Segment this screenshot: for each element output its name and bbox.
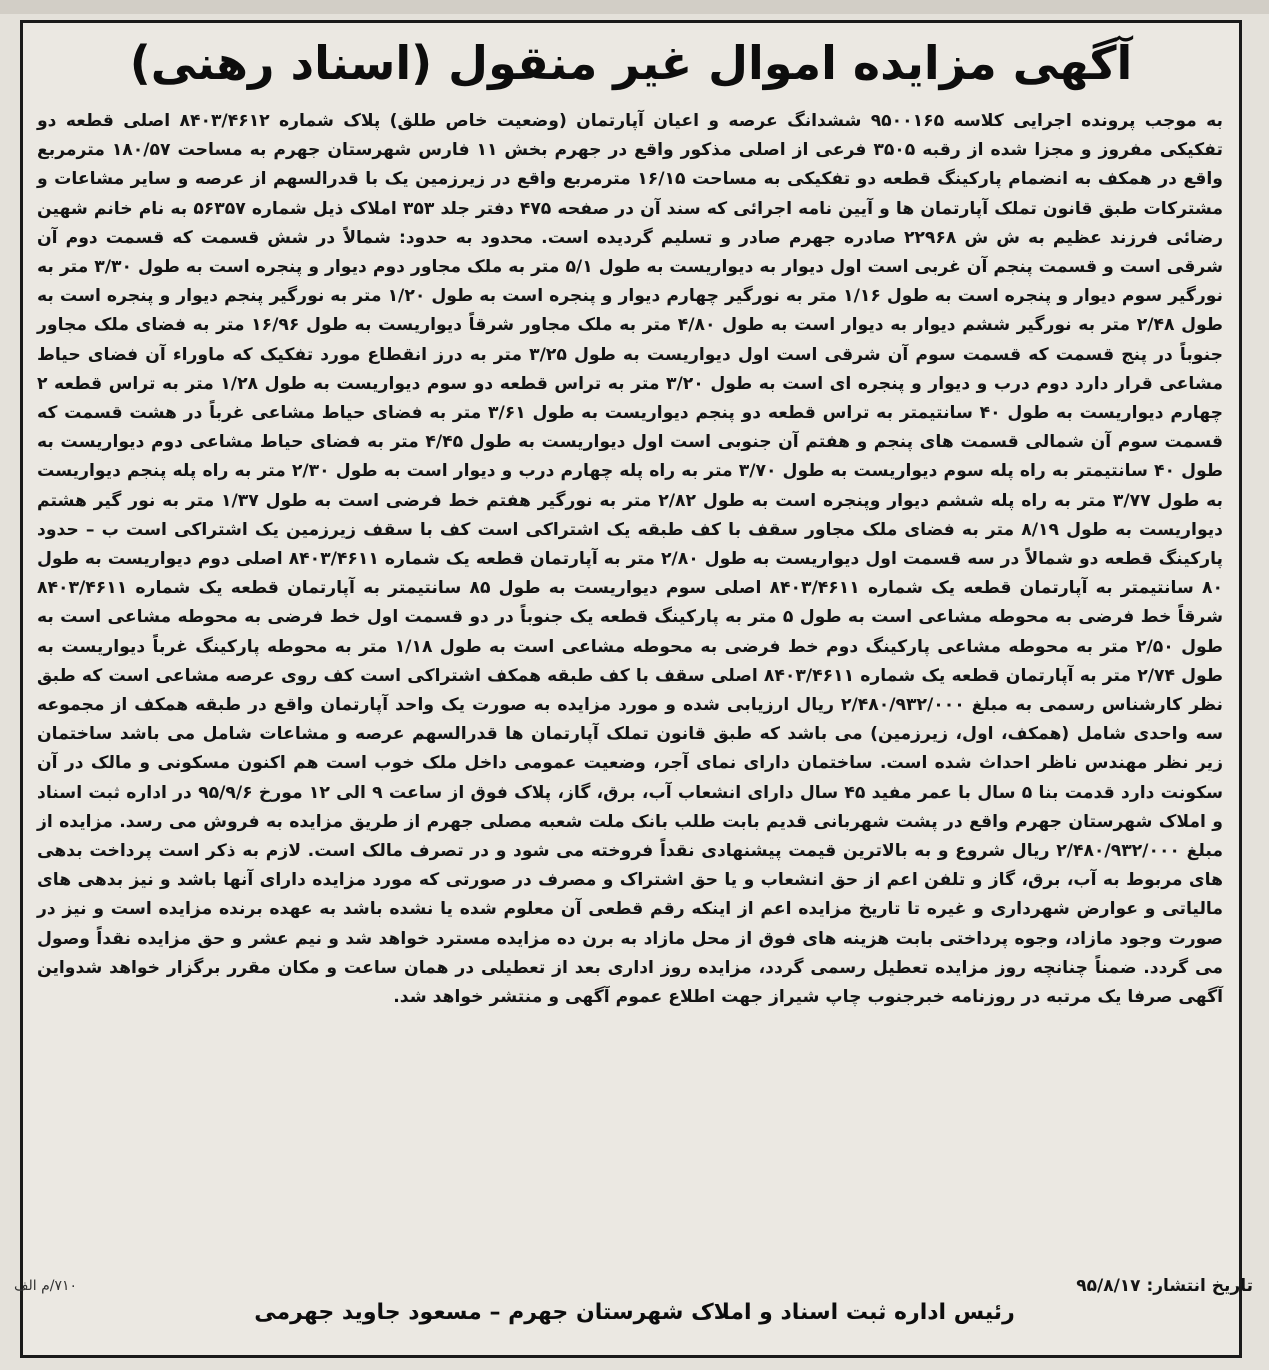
notice-body: به موجب پرونده اجرایی کلاسه ۹۵۰۰۱۶۵ ششدانگ عرصه و اعیان آپارتمان (وضعیت خاص طلق) پلاک شماره ۸۴۰۳/۴۶۱۲ اصلی قطعه دو تفکیکی مفروز و مجزا شده از رقبه ۳۵۰۵ فرعی از اصلی مذکور واقع در جهرم بخش ۱۱ فارس شهرستان جهرم به مساحت ۱۸۰/۵۷ مترمربع واقع در همکف به انضمام پارکینگ قطعه دو تفکیکی به مساحت ۱۶/۱۵ مترمربع واقع در زیرزمین یک با قدرالسهم از عرصه و سایر مشاعات و مشترکات طبق قانون تملک آپارتمان ها و آیین نامه اجرائی که سند آن در صفحه ۴۷۵ دفتر جلد ۳۵۳ املاک ذیل شماره ۵۶۳۵۷ به نام خانم شهین رضائی فرزند عظیم به ش ش ۲۲۹۶۸ صادره جهرم صادر و تسلیم گردیده است. محدود به حدود: شمالاً در شش قسمت که قسمت دوم آن شرقی است و قسمت پنجم آن غربی است اول دیوار به دیواریست به طول ۵/۱ متر به ملک مجاور دوم دیوار و پنجره است به طول ۳/۳۰ متر به نورگیر سوم دیوار و پنجره است به طول ۱/۱۶ متر به نورگیر چهارم دیوار و پنجره است به طول ۱/۲۰ متر به نورگیر پنجم دیوار و پنجره است به طول ۲/۴۸ متر به نورگیر ششم دیوار به دیوار است به طول ۴/۸۰ متر به ملک مجاور شرقاً دیواریست به طول ۱۶/۹۶ متر به فضای ملک مجاور جنوباً در پنج قسمت که قسمت سوم آن شرقی است اول دیواریست به طول ۳/۲۵ متر به درز انقطاع مورد تفکیک که ماوراء آن فضای حیاط مشاعی قرار دارد دوم درب و دیوار و پنجره ای است به طول ۳/۲۰ متر به تراس قطعه دو سوم دیواریست به طول ۱/۲۸ متر به تراس قطعه ۲ چهارم دیواریست به طول ۴۰ سانتیمتر به تراس قطعه دو پنجم دیواریست به طول ۳/۶۱ متر به فضای حیاط مشاعی غرباً در هشت قسمت که قسمت سوم آن شمالی قسمت های پنجم و هفتم آن جنوبی است اول دیواریست به طول ۴/۴۵ متر به فضای حیاط مشاعی دوم دیواریست به طول ۴۰ سانتیمتر به راه پله سوم دیواریست به طول ۳/۷۰ متر به راه پله چهارم درب و دیوار است به طول ۲/۳۰ متر به راه پله پنجم دیواریست به طول ۳/۷۷ متر به راه پله ششم دیوار وپنجره است به طول ۲/۸۲ متر به نورگیر هفتم خط فرضی است به طول ۱/۳۷ متر به نور گیر هشتم دیواریست به طول ۸/۱۹ متر به فضای ملک مجاور سقف با کف طبقه یک اشتراکی است کف با سقف زیرزمین یک اشتراکی است ب – حدود پارکینگ قطعه دو شمالاً در سه قسمت اول دیواریست به طول ۲/۸۰ متر به آپارتمان قطعه یک شماره ۸۴۰۳/۴۶۱۱ اصلی دوم دیواریست به طول ۸۰ سانتیمتر به آپارتمان قطعه یک شماره ۸۴۰۳/۴۶۱۱ اصلی سوم دیواریست به طول ۸۵ سانتیمتر به آپارتمان قطعه یک شماره ۸۴۰۳/۴۶۱۱ شرقاً خط فرضی به محوطه مشاعی است به طول ۵ متر به پارکینگ قطعه یک جنوباً در دو قسمت اول خط فرضی به محوطه مشاعی است به طول ۲/۵۰ متر به محوطه مشاعی پارکینگ دوم خط فرضی به محوطه مشاعی است به طول ۱/۱۸ متر به محوطه پارکینگ غرباً دیواریست به طول ۲/۷۴ متر به آپارتمان قطعه یک شماره ۸۴۰۳/۴۶۱۱ اصلی سقف با کف طبقه همکف اشتراکی است کف روی عرصه مشاعی است که طبق نظر کارشناس رسمی به مبلغ ۲/۴۸۰/۹۳۲/۰۰۰ ریال ارزیابی شده و مورد مزایده به صورت یک واحد آپارتمان واقع در طبقه همکف از مجموعه سه واحدی شامل (همکف، اول، زیرزمین) می باشد که طبق قانون تملک آپارتمان ها قدرالسهم عرصه و مشاعات شامل می باشد ساختمان زیر نظر مهندس ناظر احداث شده است. ساختمان دارای نمای آجر، وضعیت عمومی داخل ملک خوب است هم اکنون مسکونی و مالک در آن سکونت دارد قدمت بنا ۵ سال با عمر مفید ۴۵ سال دارای انشعاب آب، برق، گاز، پلاک فوق از ساعت ۹ الی ۱۲ مورخ ۹۵/۹/۶ در اداره ثبت اسناد و املاک شهرستان جهرم واقع در پشت شهربانی قدیم بابت طلب بانک ملت شعبه مصلی جهرم از طریق مزایده به فروش می رسد. مزایده از مبلغ ۲/۴۸۰/۹۳۲/۰۰۰ ریال شروع و به بالاترین قیمت پیشنهادی نقداً فروخته می شود و در تصرف مالک است. لازم به ذکر است پرداخت بدهی های مربوط به آب، برق، گاز و تلفن اعم از حق انشعاب و یا حق اشتراک و مصرف در صورتی که مورد مزایده دارای آنها باشد و نیز بدهی های مالیاتی و عوارض شهرداری و غیره تا تاریخ مزایده اعم از اینکه رقم قطعی آن معلوم شده یا نشده باشد به عهده برنده مزایده است و نیز در صورت وجود مازاد، وجوه پرداختی بابت هزینه های فوق از محل مازاد به برن ده مزایده مسترد خواهد شد و نیم عشر و حق مزایده نقداً وصول می گردد. ضمناً چنانچه روز مزایده تعطیل رسمی گردد، مزایده روز اداری بعد از تعطیلی در همان ساعت و مکان مقرر برگزار خواهد شدواین آگهی صرفا یک مرتبه در روزنامه خبرجنوب چاپ شیراز جهت اطلاع عموم آگهی و منتشر خواهد شد. xyxy=(37,111,1224,1008)
reference-code: ۷۱۰/م الف xyxy=(14,1278,78,1294)
notice-title: آگهی مزایده اموال غیر منقول (اسناد رهنی) xyxy=(129,36,1133,90)
notice-frame xyxy=(20,20,1242,1358)
clipping-top-edge xyxy=(0,0,1269,14)
signature-line: رئیس اداره ثبت اسناد و املاک شهرستان جهرم – مسعود جاوید جهرمی xyxy=(254,1300,1015,1325)
publish-date: تاریخ انتشار: ۹۵/۸/۱۷ xyxy=(1076,1276,1253,1296)
